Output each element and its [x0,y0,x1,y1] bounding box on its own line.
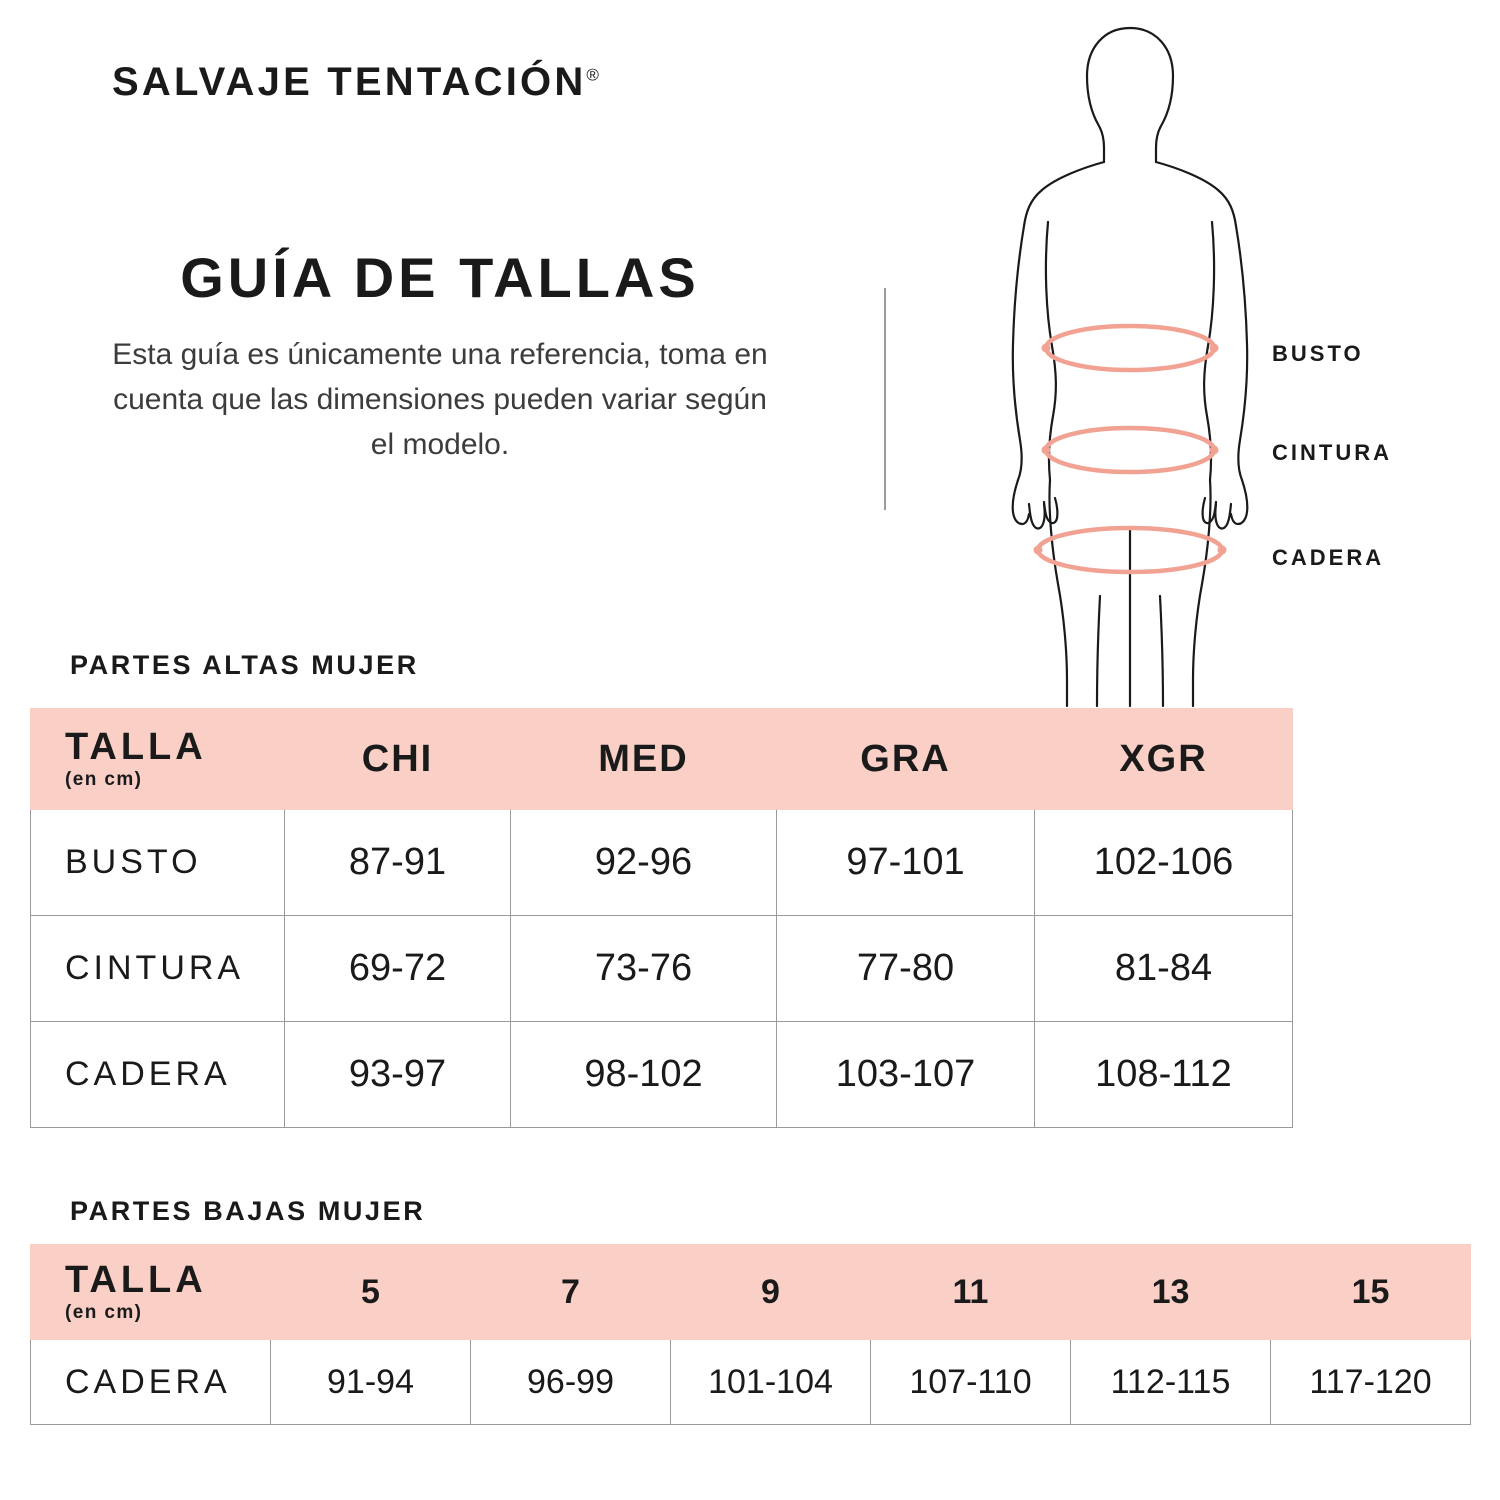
table-header-row [31,1245,1471,1340]
column-header-11: 11 [871,1245,1071,1340]
corner-label: TALLA [65,726,207,769]
busto-measure-line [1046,326,1214,370]
figure-label-cadera: CADERA [1272,545,1385,570]
cell-cintura-gra: 77-80 [777,916,1035,1022]
table-row [31,916,1293,1022]
size-table-upper [30,708,1293,1128]
cell-cadera-11: 107-110 [871,1340,1071,1425]
cell-cintura-med: 73-76 [511,916,777,1022]
table-row [31,810,1293,916]
figure-label-busto: BUSTO [1272,341,1364,366]
column-header-7: 7 [471,1245,671,1340]
size-table-lower [30,1244,1471,1425]
column-header-med: MED [511,709,777,810]
column-header-13: 13 [1071,1245,1271,1340]
vertical-divider [884,288,886,510]
row-header-cadera: CADERA [31,1022,285,1128]
column-header-xgr: XGR [1035,709,1293,810]
cell-cadera-chi: 93-97 [285,1022,511,1128]
table-row [31,1022,1293,1128]
cell-busto-med: 92-96 [511,810,777,916]
cell-cintura-xgr: 81-84 [1035,916,1293,1022]
column-header-chi: CHI [285,709,511,810]
cintura-measure-line [1046,428,1214,472]
brand-title [112,60,599,105]
cell-busto-chi: 87-91 [285,810,511,916]
cell-busto-gra: 97-101 [777,810,1035,916]
column-header-15: 15 [1271,1245,1471,1340]
table-header-row [31,709,1293,810]
figure-label-group [1272,0,1492,700]
brand-name: SALVAJE TENTACIÓN [112,60,587,104]
body-figure-illustration [960,10,1300,710]
cell-cadera-7: 96-99 [471,1340,671,1425]
intro-description: Esta guía es únicamente una referencia, toma en cuenta que las dimensiones pueden variar según el modelo. [112,338,768,461]
cell-cadera-15: 117-120 [1271,1340,1471,1425]
row-header-cadera: CADERA [31,1340,271,1425]
cell-cintura-chi: 69-72 [285,916,511,1022]
table-corner-cell [31,709,285,810]
section-title-lower: PARTES BAJAS MUJER [70,1196,426,1226]
registered-mark: ® [586,65,599,85]
cell-cadera-xgr: 108-112 [1035,1022,1293,1128]
corner-label: TALLA [65,1259,207,1302]
cell-cadera-med: 98-102 [511,1022,777,1128]
page-title: GUÍA DE TALLAS [180,246,700,309]
section-title-upper: PARTES ALTAS MUJER [70,650,419,680]
table-row [31,1340,1471,1425]
corner-unit: (en cm) [65,1301,143,1323]
intro-block [60,245,820,467]
row-header-cintura: CINTURA [31,916,285,1022]
cell-cadera-13: 112-115 [1071,1340,1271,1425]
cell-cadera-5: 91-94 [271,1340,471,1425]
cell-busto-xgr: 102-106 [1035,810,1293,916]
cell-cadera-9: 101-104 [671,1340,871,1425]
corner-unit: (en cm) [65,768,143,790]
column-header-gra: GRA [777,709,1035,810]
column-header-9: 9 [671,1245,871,1340]
table-corner-cell [31,1245,271,1340]
figure-label-cintura: CINTURA [1272,440,1392,465]
female-body-outline-icon [960,10,1300,710]
column-header-5: 5 [271,1245,471,1340]
cell-cadera-gra: 103-107 [777,1022,1035,1128]
row-header-busto: BUSTO [31,810,285,916]
